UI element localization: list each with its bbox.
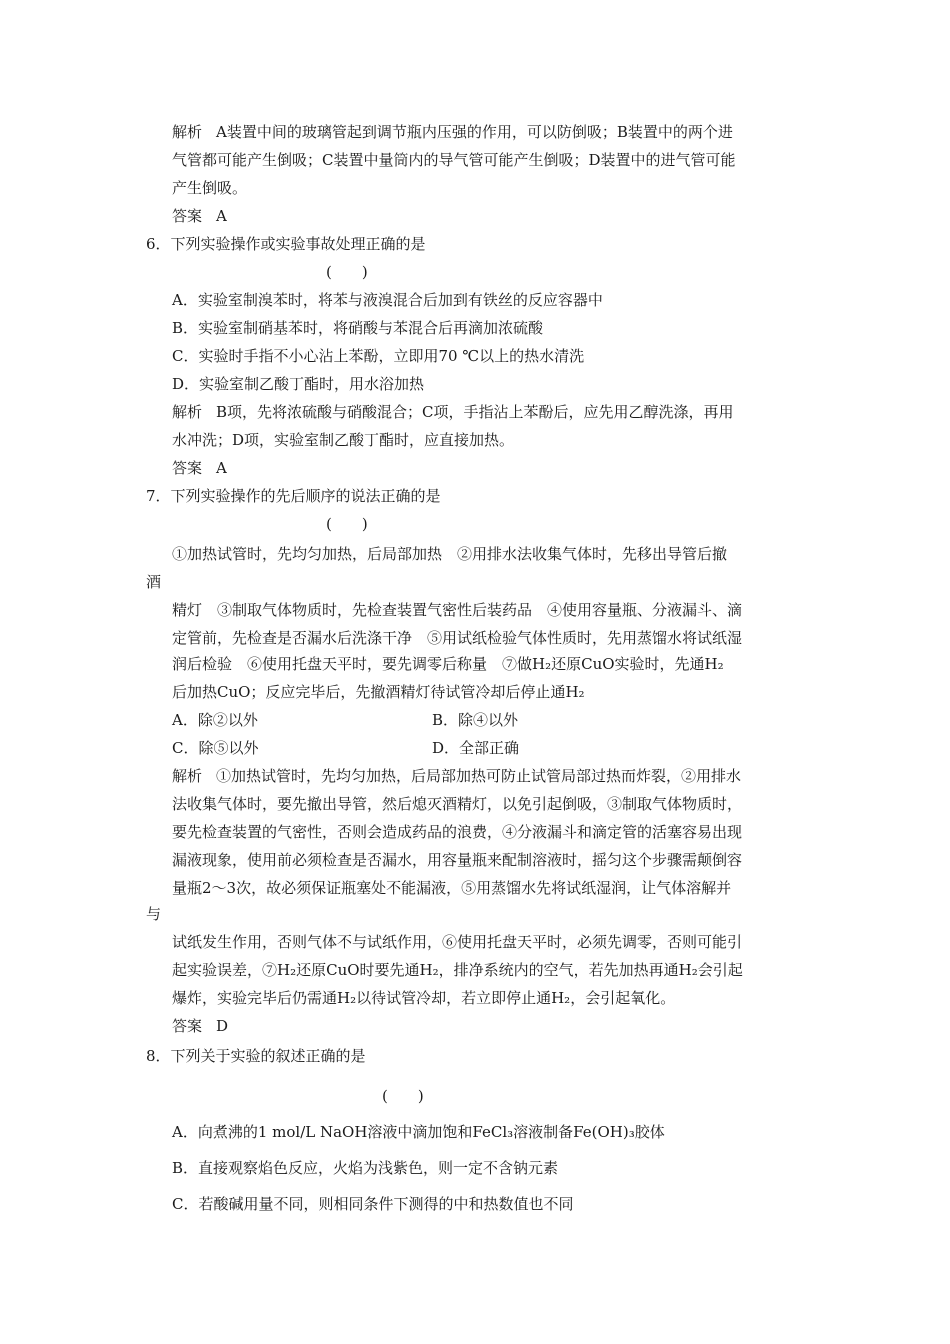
q5-analysis-line-2: 气管都可能产生倒吸；C装置中量筒内的导气管可能产生倒吸；D装置中的进气管可能 [172, 151, 736, 169]
q5-answer [172, 206, 227, 226]
q5-answer-value: A [216, 207, 227, 225]
q7-answer-bracket: ( ) [326, 515, 368, 533]
q7-body-line-1: ①加热试管时，先均匀加热，后局部加热 ②用排水法收集气体时，先移出导管后撤 [172, 545, 728, 563]
q7-analysis-line-9: 爆炸，实验完毕后仍需通H₂以待试管冷却，若立即停止通H₂，会引起氧化。 [172, 989, 676, 1007]
q7-body-line-2: 酒 [146, 573, 162, 591]
q5-analysis-line-1: 解析 A装置中间的玻璃管起到调节瓶内压强的作用，可以防倒吸；B装置中的两个进 [172, 123, 733, 141]
q7-analysis-line-3: 要先检查装置的气密性，否则会造成药品的浪费，④分液漏斗和滴定管的活塞容易出现 [172, 823, 743, 841]
q5-analysis-label: 解析 [172, 123, 203, 141]
q6-option-a: A．实验室制溴苯时，将苯与液溴混合后加到有铁丝的反应容器中 [172, 291, 603, 309]
q6-answer-bracket: ( ) [326, 263, 368, 281]
q7-analysis-line-2: 法收集气体时，要先撤出导管，然后熄灭酒精灯，以免引起倒吸，③制取气体物质时， [172, 795, 743, 813]
q7-analysis-label: 解析 [172, 767, 203, 785]
q6-answer-value: A [216, 459, 227, 477]
q7-analysis-line-5: 量瓶2～3次，故必须保证瓶塞处不能漏液，⑤用蒸馏水先将试纸湿润，让气体溶解并 [172, 879, 732, 897]
q7-analysis-line-1: 解析 ①加热试管时，先均匀加热，后局部加热可防止试管局部过热而炸裂，②用排水 [172, 767, 742, 785]
q6-stem: 6．下列实验操作或实验事故处理正确的是 [146, 235, 426, 253]
q7-analysis-line-6: 与 [146, 905, 162, 923]
q8-answer-bracket: ( ) [382, 1087, 424, 1105]
q7-answer-value: D [216, 1017, 229, 1035]
q6-answer [172, 458, 227, 478]
q7-analysis-line-8: 起实验误差，⑦H₂还原CuO时要先通H₂，排净系统内的空气，若先加热再通H₂会引起 [172, 961, 743, 979]
q6-analysis-line-2: 水冲洗；D项，实验室制乙酸丁酯时，应直接加热。 [172, 431, 515, 449]
q7-body-line-5: 润后检验 ⑥使用托盘天平时，要先调零后称量 ⑦做H₂还原CuO实验时，先通H₂ [172, 655, 724, 673]
q5-answer-label: 答案 [172, 207, 203, 225]
q7-analysis-line-7: 试纸发生作用，否则气体不与试纸作用，⑥使用托盘天平时，必须先调零，否则可能引 [172, 933, 743, 951]
q6-analysis-line-1: 解析 B项，先将浓硫酸与硝酸混合；C项，手指沾上苯酚后，应先用乙醇洗涤，再用 [172, 403, 734, 421]
q5-analysis-line-3: 产生倒吸。 [172, 179, 248, 197]
q8-option-b: B．直接观察焰色反应，火焰为浅紫色，则一定不含钠元素 [172, 1159, 559, 1177]
q7-body-line-4: 定管前，先检查是否漏水后洗涤干净 ⑤用试纸检验气体性质时，先用蒸馏水将试纸湿 [172, 629, 743, 647]
q7-option-c: C．除⑤以外 [172, 739, 259, 757]
q8-option-c: C．若酸碱用量不同，则相同条件下测得的中和热数值也不同 [172, 1195, 574, 1213]
q7-answer [172, 1016, 228, 1036]
q7-option-d: D．全部正确 [432, 739, 520, 757]
q6-analysis-label: 解析 [172, 403, 203, 421]
q6-answer-label: 答案 [172, 459, 203, 477]
q8-option-a: A．向煮沸的1 mol/L NaOH溶液中滴加饱和FeCl₃溶液制备Fe(OH)₃胶体 [172, 1123, 665, 1141]
q7-option-a: A．除②以外 [172, 711, 258, 729]
q7-analysis-line-4: 漏液现象，使用前必须检查是否漏水，用容量瓶来配制溶液时，摇匀这个步骤需颠倒容 [172, 851, 743, 869]
q8-stem: 8．下列关于实验的叙述正确的是 [146, 1047, 366, 1065]
q6-option-b: B．实验室制硝基苯时，将硝酸与苯混合后再滴加浓硫酸 [172, 319, 544, 337]
q7-answer-label: 答案 [172, 1017, 203, 1035]
q7-body-line-6: 后加热CuO；反应完毕后，先撤酒精灯待试管冷却后停止通H₂ [172, 683, 585, 701]
q6-option-c: C．实验时手指不小心沾上苯酚，立即用70 ℃以上的热水清洗 [172, 347, 585, 365]
q7-option-b: B．除④以外 [432, 711, 519, 729]
q7-body-line-3: 精灯 ③制取气体物质时，先检查装置气密性后装药品 ④使用容量瓶、分液漏斗、滴 [172, 601, 743, 619]
q6-option-d: D．实验室制乙酸丁酯时，用水浴加热 [172, 375, 425, 393]
q7-stem: 7．下列实验操作的先后顺序的说法正确的是 [146, 487, 441, 505]
